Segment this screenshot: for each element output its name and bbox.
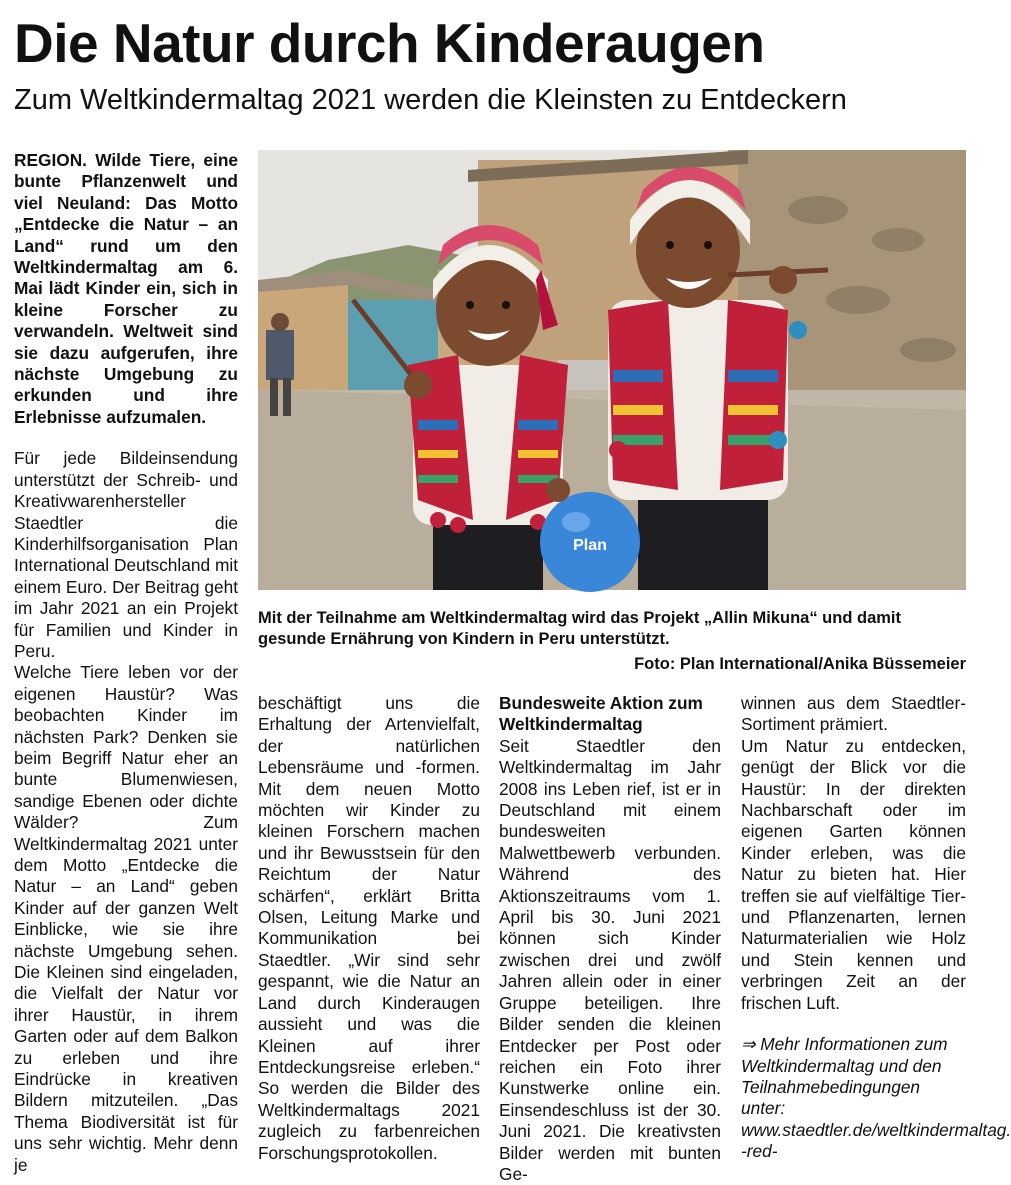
- photo-caption: Mit der Teilnahme am Weltkindermaltag wird das Projekt „Allin Mikuna“ und damit gesunde Ernährung von Kindern in Peru unterstützt.: [258, 609, 902, 648]
- body-paragraph: Welche Tiere leben vor der eigenen Haustür? Was beobachten Kinder im nächsten Park? Denken sie beim Begriff Natur eher an bunte Blumenwiesen, sandige Ebenen oder dichte Wälder? Zum Weltkindermaltag 2021 unter dem Motto „Entdecke die Natur – an Land“ geben Kinder auf der ganzen Welt Einblicke, wie sie ihre nächste Umgebung sehen. Die Kleinen sind eingeladen, die Vielfalt der Natur vor ihrer Haustür, in ihrem Garten oder auf dem Balkon zu erleben und ihre Eindrücke in kreativen Bildern mitzuteilen. „Das Thema Biodiversität ist für uns sehr wichtig. Mehr denn je: [14, 662, 238, 1175]
- body-paragraph: beschäftigt uns die Erhaltung der Artenvielfalt, der natürlichen Lebensräume und -formen. Mit dem neuen Motto möchten wir Kinder zu kleinen Forschern machen und ihr Bewusstsein für den Reichtum der Natur schärfen“, erklärt Britta Olsen, Leitung Marke und Kommunikation bei Staedtler. „Wir sind sehr gespannt, wie die Natur an Land durch Kinderaugen aussieht und was die Kleinen auf ihrer Entdeckungsreise erleben.“ So werden die Bilder des Weltkindermaltags 2021 zugleich zu farbenreichen Forschungsprotokollen.: [258, 693, 480, 1163]
- article-photo: [258, 150, 966, 590]
- body-paragraph: Für jede Bildeinsendung unterstützt der Schreib- und Kreativwarenhersteller Staedtler die Kinderhilfsorganisation Plan International Deutschland mit einem Euro. Der Beitrag geht im Jahr 2021 an ein Projekt für Familien und Kinder in Peru.: [14, 448, 238, 661]
- article-column-1: [14, 150, 238, 1176]
- section-heading: Bundesweite Aktion zum Weltkindermaltag: [499, 693, 703, 735]
- children-photo-illustration: [258, 150, 966, 590]
- lead-paragraph: REGION. Wilde Tiere, eine bunte Pflanzenwelt und viel Neuland: Das Motto „Entdecke die Natur – an Land“ rund um den Weltkindermaltag am 6. Mai lädt Kinder ein, sich in kleine Forscher zu verwandeln. Weltweit sind sie dazu aufgerufen, ihre nächste Umgebung zu erkunden und ihre Erlebnisse aufzumalen.: [14, 150, 238, 427]
- balloon-label: Plan: [573, 537, 607, 554]
- photo-credit: Foto: Plan International/Anika Büssemeier: [634, 655, 966, 673]
- headline: Die Natur durch Kinderaugen: [14, 12, 765, 74]
- article-column-4: [741, 693, 1011, 1163]
- body-paragraph: Um Natur zu entdecken, genügt der Blick vor die Haustür: In der direkten Nachbarschaft oder im eigenen Garten können Kinder erleben, was die Natur zu bieten hat. Hier treffen sie auf vielfältige Tier- und Pflanzenarten, lernen Naturmaterialien wie Holz und Stein kennen und verbringen Zeit an der frischen Luft.: [741, 735, 966, 1013]
- info-note: ⇒ Mehr Informationen zum Weltkindermaltag und den Teilnahmebedingungen unter: www.staedtler.de/weltkindermaltag. -red-: [741, 1034, 1011, 1162]
- article-column-2: [258, 693, 480, 1164]
- subheadline: Zum Weltkindermaltag 2021 werden die Kleinsten zu Entdeckern: [14, 84, 847, 116]
- body-paragraph: winnen aus dem Staedtler-Sortiment prämiert.: [741, 693, 966, 735]
- article-column-3: [499, 693, 721, 1185]
- body-paragraph: Seit Staedtler den Weltkindermaltag im Jahr 2008 ins Leben rief, ist er in Deutschland mit einem bundesweiten Malwettbewerb verbunden. Während des Aktionszeitraums vom 1. April bis 30. Juni 2021 können sich Kinder zwischen drei und zwölf Jahren allein oder in einer Gruppe beteiligen. Ihre Bilder senden die kleinen Entdecker per Post oder reichen ein Foto ihrer Kunstwerke online ein. Einsendeschluss ist der 30. Juni 2021. Die kreativsten Bilder werden mit bunten Ge-: [499, 735, 721, 1184]
